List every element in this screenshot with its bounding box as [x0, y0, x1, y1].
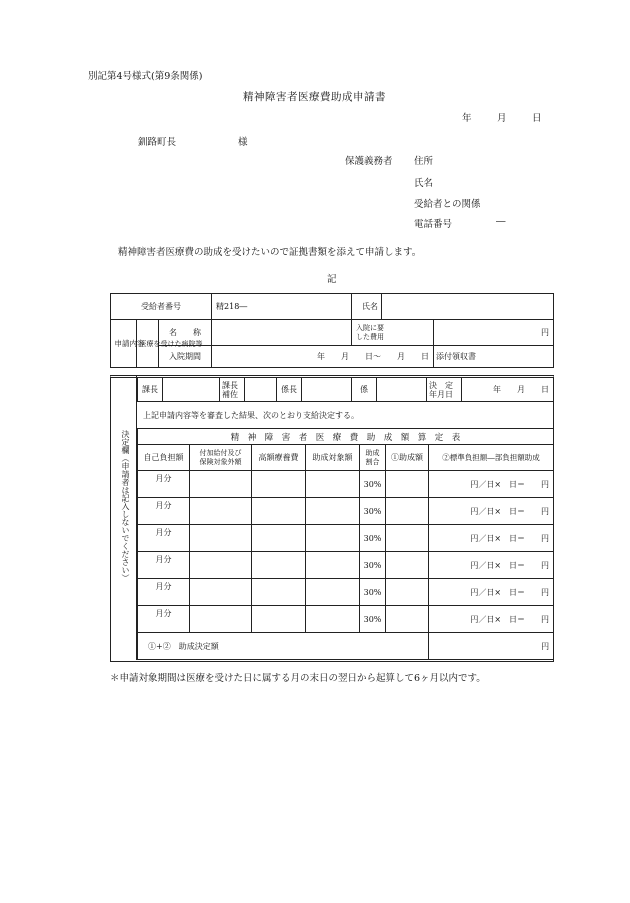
row-month[interactable]: 月分: [138, 498, 190, 525]
ka-cho-stamp[interactable]: [163, 378, 220, 402]
hospital-name-field[interactable]: [212, 320, 352, 346]
review-text: 上記申請内容等を審査した結果、次のとおり支給決定する。: [143, 411, 359, 420]
ki-label: 記: [327, 274, 337, 285]
cell[interactable]: [386, 498, 429, 525]
cell[interactable]: [386, 579, 429, 606]
cell[interactable]: [386, 606, 429, 633]
phone-label: 電話番号: [414, 219, 453, 230]
row-calc[interactable]: 円／日× 日＝ 円: [429, 579, 554, 606]
decision-side-label: 決定欄（申請者は記入しないでください）: [121, 430, 130, 582]
table-row: [138, 606, 554, 633]
row-calc[interactable]: 円／日× 日＝ 円: [429, 525, 554, 552]
hospital-cost-label: 入院に要 した費用: [352, 320, 434, 346]
recipient-no-label: 受給者番号: [111, 294, 212, 320]
decided-date-label: 決 定 年月日: [427, 378, 462, 402]
row-rate: 30%: [360, 606, 386, 633]
kakari-label: 係: [352, 378, 377, 402]
col-standard-burden: ②標準負担額―部負担額助成: [429, 445, 554, 471]
recipient-no-value[interactable]: 精218―: [212, 294, 352, 320]
table-row: [138, 498, 554, 525]
period-field[interactable]: 年 月 日～ 月 日: [212, 346, 434, 368]
table-row: [138, 471, 554, 498]
row-rate: 30%: [360, 552, 386, 579]
date-day: 日: [532, 113, 542, 124]
approval-table: [137, 377, 554, 402]
row-month[interactable]: 月分: [138, 579, 190, 606]
cell[interactable]: [190, 525, 252, 552]
cell[interactable]: [252, 552, 306, 579]
date-year: 年: [462, 113, 472, 124]
name-field[interactable]: [382, 294, 554, 320]
col-subsidy-amount: ①助成額: [386, 445, 429, 471]
form-number: 別記第4号様式(第9条関係): [88, 71, 203, 82]
cell[interactable]: [190, 498, 252, 525]
col-self-pay: 自己負担額: [138, 445, 190, 471]
total-row: [138, 633, 554, 660]
col-high-cost: 高額療養費: [252, 445, 306, 471]
cell[interactable]: [386, 525, 429, 552]
cell[interactable]: [306, 606, 360, 633]
row-calc[interactable]: 円／日× 日＝ 円: [429, 606, 554, 633]
kakari-cho-stamp[interactable]: [302, 378, 352, 402]
total-field[interactable]: 円: [429, 633, 554, 660]
hospital-name-label: 名 称: [159, 320, 212, 346]
cell[interactable]: [386, 552, 429, 579]
row-month[interactable]: 月分: [138, 552, 190, 579]
cell[interactable]: [190, 552, 252, 579]
cell[interactable]: [252, 579, 306, 606]
cell[interactable]: [306, 471, 360, 498]
ka-cho-label: 課長: [138, 378, 163, 402]
intro-text: 精神障害者医療費の助成を受けたいので証拠書類を添えて申請します。: [118, 247, 422, 258]
row-calc[interactable]: 円／日× 日＝ 円: [429, 552, 554, 579]
hospital-group-label: 医療を受けた病院等: [137, 320, 159, 368]
cell[interactable]: [252, 471, 306, 498]
document-title: 精神障害者医療費助成申請書: [243, 91, 386, 103]
cell[interactable]: [252, 606, 306, 633]
row-month[interactable]: 月分: [138, 471, 190, 498]
cell[interactable]: [190, 579, 252, 606]
section-label: 申請内容: [111, 320, 137, 368]
total-label: ①+② 助成決定額: [138, 633, 429, 660]
phone-dash: ―: [496, 216, 506, 227]
cell[interactable]: [306, 498, 360, 525]
date-month: 月: [497, 113, 507, 124]
ka-cho-hosa-stamp[interactable]: [245, 378, 277, 402]
period-label: 入院期間: [159, 346, 212, 368]
ka-cho-hosa-label: 課長 補佐: [220, 378, 245, 402]
hospital-cost-field[interactable]: 円: [434, 320, 554, 346]
application-table: [110, 293, 554, 368]
cell[interactable]: [190, 471, 252, 498]
calculation-table: [137, 428, 554, 660]
kakari-cho-label: 係長: [277, 378, 302, 402]
footnote: ＊申請対象期間は医療を受けた日に属する月の末日の翌日から起算して6ヶ月以内です。: [110, 673, 486, 684]
calc-table-title: 精 神 障 害 者 医 療 費 助 成 額 算 定 表: [138, 429, 554, 445]
table-row: [138, 579, 554, 606]
row-rate: 30%: [360, 525, 386, 552]
row-month[interactable]: 月分: [138, 525, 190, 552]
row-rate: 30%: [360, 498, 386, 525]
guardian-role: 保護義務者: [345, 156, 393, 167]
receipt-label: 添付領収書: [434, 346, 554, 368]
col-additional: 付加給付及び 保険対象外額: [190, 445, 252, 471]
cell[interactable]: [190, 606, 252, 633]
address-label: 住所: [414, 156, 434, 167]
table-row: [138, 552, 554, 579]
decided-date-field[interactable]: 年 月 日: [462, 378, 554, 402]
cell[interactable]: [306, 579, 360, 606]
cell[interactable]: [252, 525, 306, 552]
col-rate: 助成 割合: [360, 445, 386, 471]
relation-label: 受給者との関係: [414, 199, 481, 210]
cell[interactable]: [252, 498, 306, 525]
table-row: [138, 525, 554, 552]
name-cell-label: 氏名: [352, 294, 382, 320]
row-calc[interactable]: 円／日× 日＝ 円: [429, 498, 554, 525]
row-month[interactable]: 月分: [138, 606, 190, 633]
row-rate: 30%: [360, 579, 386, 606]
cell[interactable]: [386, 471, 429, 498]
col-subsidy-target: 助成対象額: [306, 445, 360, 471]
cell[interactable]: [306, 552, 360, 579]
addressee: 釧路町長: [138, 137, 177, 148]
kakari-stamp[interactable]: [377, 378, 427, 402]
cell[interactable]: [306, 525, 360, 552]
name-label: 氏名: [414, 178, 434, 189]
row-calc[interactable]: 円／日× 日＝ 円: [429, 471, 554, 498]
row-rate: 30%: [360, 471, 386, 498]
addressee-honorific: 様: [238, 137, 248, 148]
